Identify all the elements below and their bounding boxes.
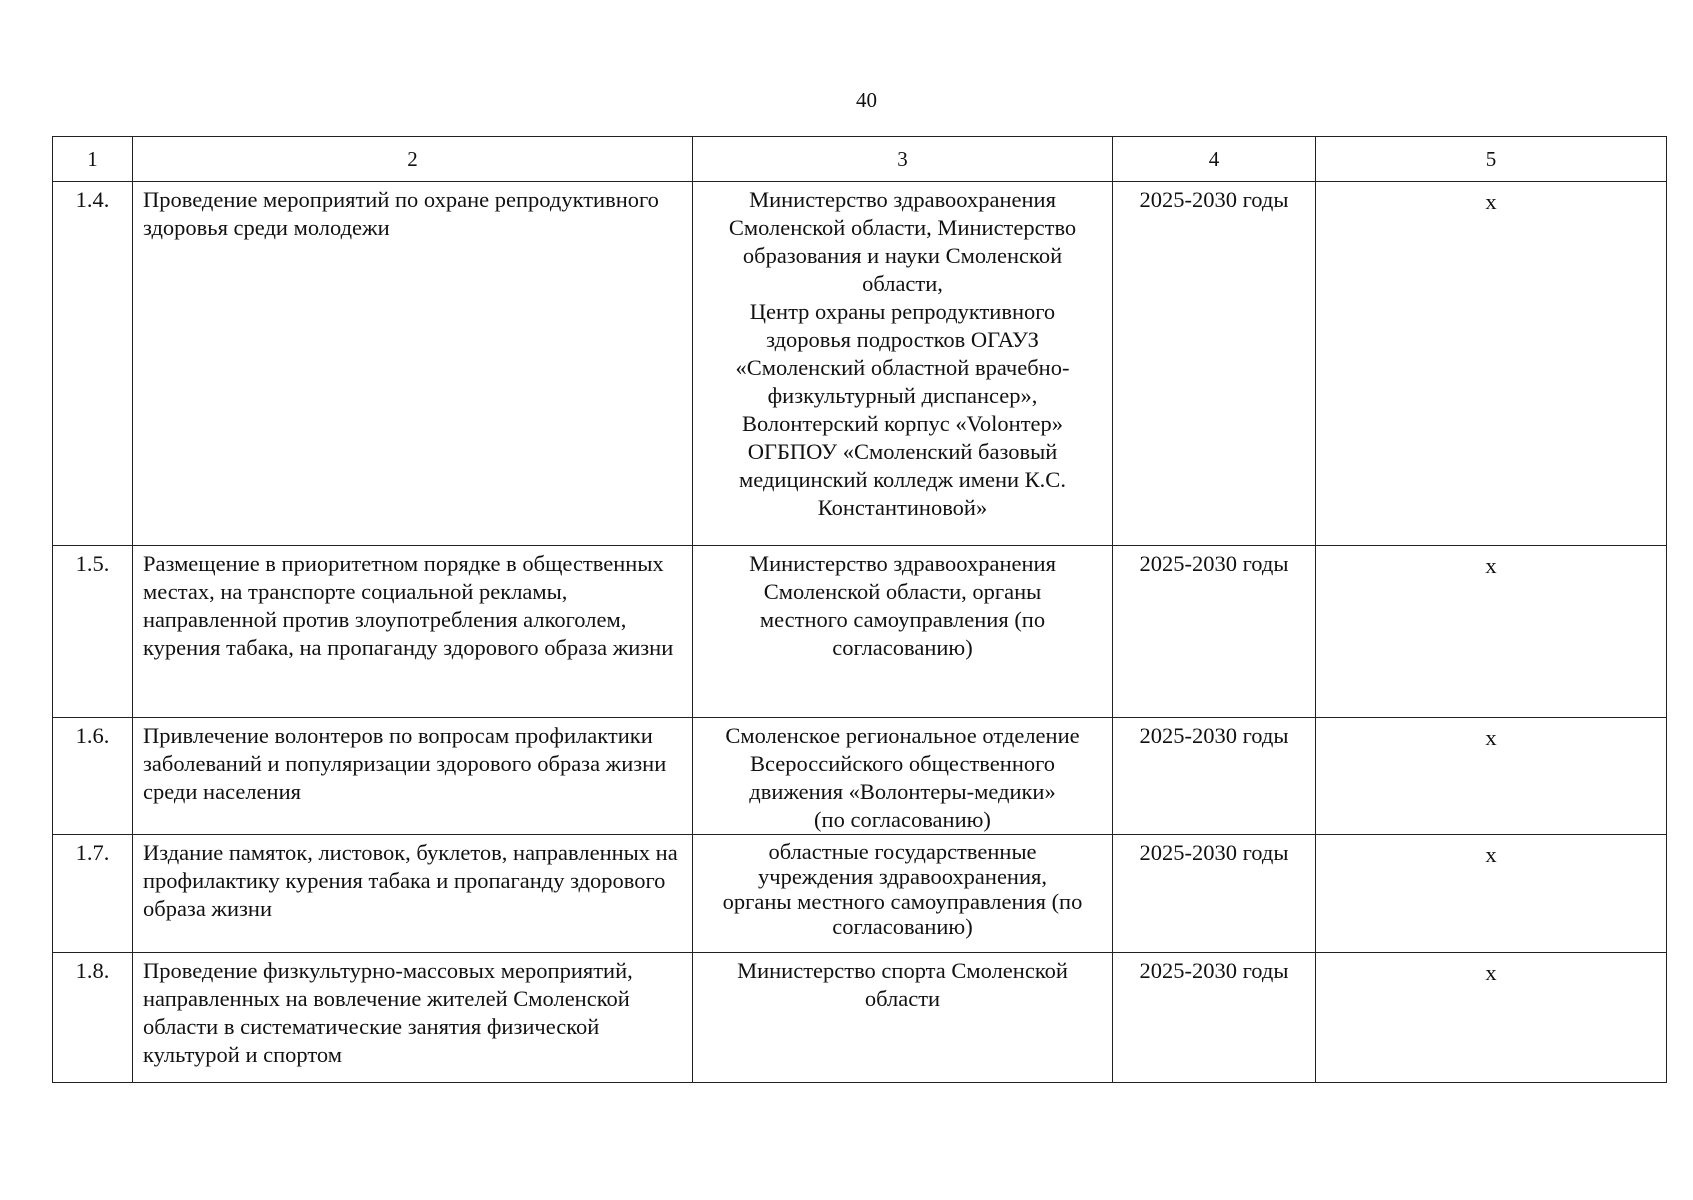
table-row (53, 182, 1667, 546)
executor-line: медицинский колледж имени К.С. (739, 467, 1066, 492)
executor-line: Центр охраны репродуктивного (749, 299, 1056, 324)
executor-line: Министерство здравоохранения (749, 551, 1056, 576)
executor-line: «Смоленский областной врачебно- (735, 355, 1070, 380)
executor-line: образования и науки Смоленской (742, 243, 1063, 268)
executor-line: (по согласованию) (814, 807, 991, 832)
mark-cell: x (1316, 835, 1667, 953)
page-number: 40 (856, 88, 877, 112)
executor-line: органы местного самоуправления (по (722, 889, 1083, 914)
executors-cell (693, 953, 1113, 1083)
executor-line: Министерство спорта Смоленской (737, 958, 1068, 983)
executor-line: областные государственные (768, 839, 1037, 864)
term-cell: 2025-2030 годы (1113, 718, 1316, 835)
row-number: 1.8. (53, 953, 133, 1083)
executor-line: Смоленской области, органы (763, 579, 1042, 604)
header-row (53, 137, 1667, 182)
executor-line: здоровья подростков ОГАУЗ (766, 327, 1039, 352)
header-col-4: 4 (1113, 137, 1316, 182)
term-cell: 2025-2030 годы (1113, 835, 1316, 953)
measure-name: Издание памяток, листовок, буклетов, направленных на профилактику курения табака и пропаганду здорового образа жизни (133, 835, 693, 953)
executor-line: согласованию) (832, 914, 973, 939)
executor-line: Министерство здравоохранения (749, 187, 1056, 212)
measure-name: Проведение физкультурно-массовых мероприятий, направленных на вовлечение жителей Смоленской области в систематические занятия физической культурой и спортом (133, 953, 693, 1083)
executor-line: области, (862, 271, 943, 296)
executor-line: Смоленской области, Министерство (728, 215, 1077, 240)
row-number: 1.5. (53, 546, 133, 718)
header-col-2: 2 (133, 137, 693, 182)
mark-cell: x (1316, 718, 1667, 835)
executor-line: учреждения здравоохранения, (758, 864, 1047, 889)
row-number: 1.4. (53, 182, 133, 546)
header-col-5: 5 (1316, 137, 1667, 182)
executor-line: местного самоуправления (по (759, 607, 1046, 632)
mark-cell: x (1316, 953, 1667, 1083)
executors-cell (693, 182, 1113, 546)
measure-name: Привлечение волонтеров по вопросам профилактики заболеваний и популяризации здорового образа жизни среди населения (133, 718, 693, 835)
mark-cell: x (1316, 182, 1667, 546)
executor-line: Волонтерский корпус «Volонтер» (741, 411, 1064, 436)
table-row (53, 546, 1667, 718)
executors-cell (693, 546, 1113, 718)
header-col-1: 1 (53, 137, 133, 182)
row-number: 1.7. (53, 835, 133, 953)
table-row (53, 718, 1667, 835)
mark-cell: x (1316, 546, 1667, 718)
executor-line: Смоленское региональное отделение (725, 723, 1080, 748)
table-row (53, 953, 1667, 1083)
executors-cell (693, 835, 1113, 953)
executors-cell (693, 718, 1113, 835)
header-col-3: 3 (693, 137, 1113, 182)
term-cell: 2025-2030 годы (1113, 953, 1316, 1083)
executor-line: физкультурный диспансер», (767, 383, 1038, 408)
executor-line: Константиновой» (817, 495, 988, 520)
executor-line: движения «Волонтеры-медики» (749, 779, 1056, 804)
executor-line: области (864, 986, 941, 1011)
table-row (53, 835, 1667, 953)
term-cell: 2025-2030 годы (1113, 546, 1316, 718)
row-number: 1.6. (53, 718, 133, 835)
executor-line: ОГБПОУ «Смоленский базовый (747, 439, 1058, 464)
term-cell: 2025-2030 годы (1113, 182, 1316, 546)
measure-name: Проведение мероприятий по охране репродуктивного здоровья среди молодежи (133, 182, 693, 546)
measures-table (52, 136, 1667, 1083)
executor-line: согласованию) (832, 635, 973, 660)
measure-name: Размещение в приоритетном порядке в общественных местах, на транспорте социальной рекламы, направленной против злоупотребления алкоголем, курения табака, на пропаганду здорового образа жизни (133, 546, 693, 718)
executor-line: Всероссийского общественного (749, 751, 1056, 776)
